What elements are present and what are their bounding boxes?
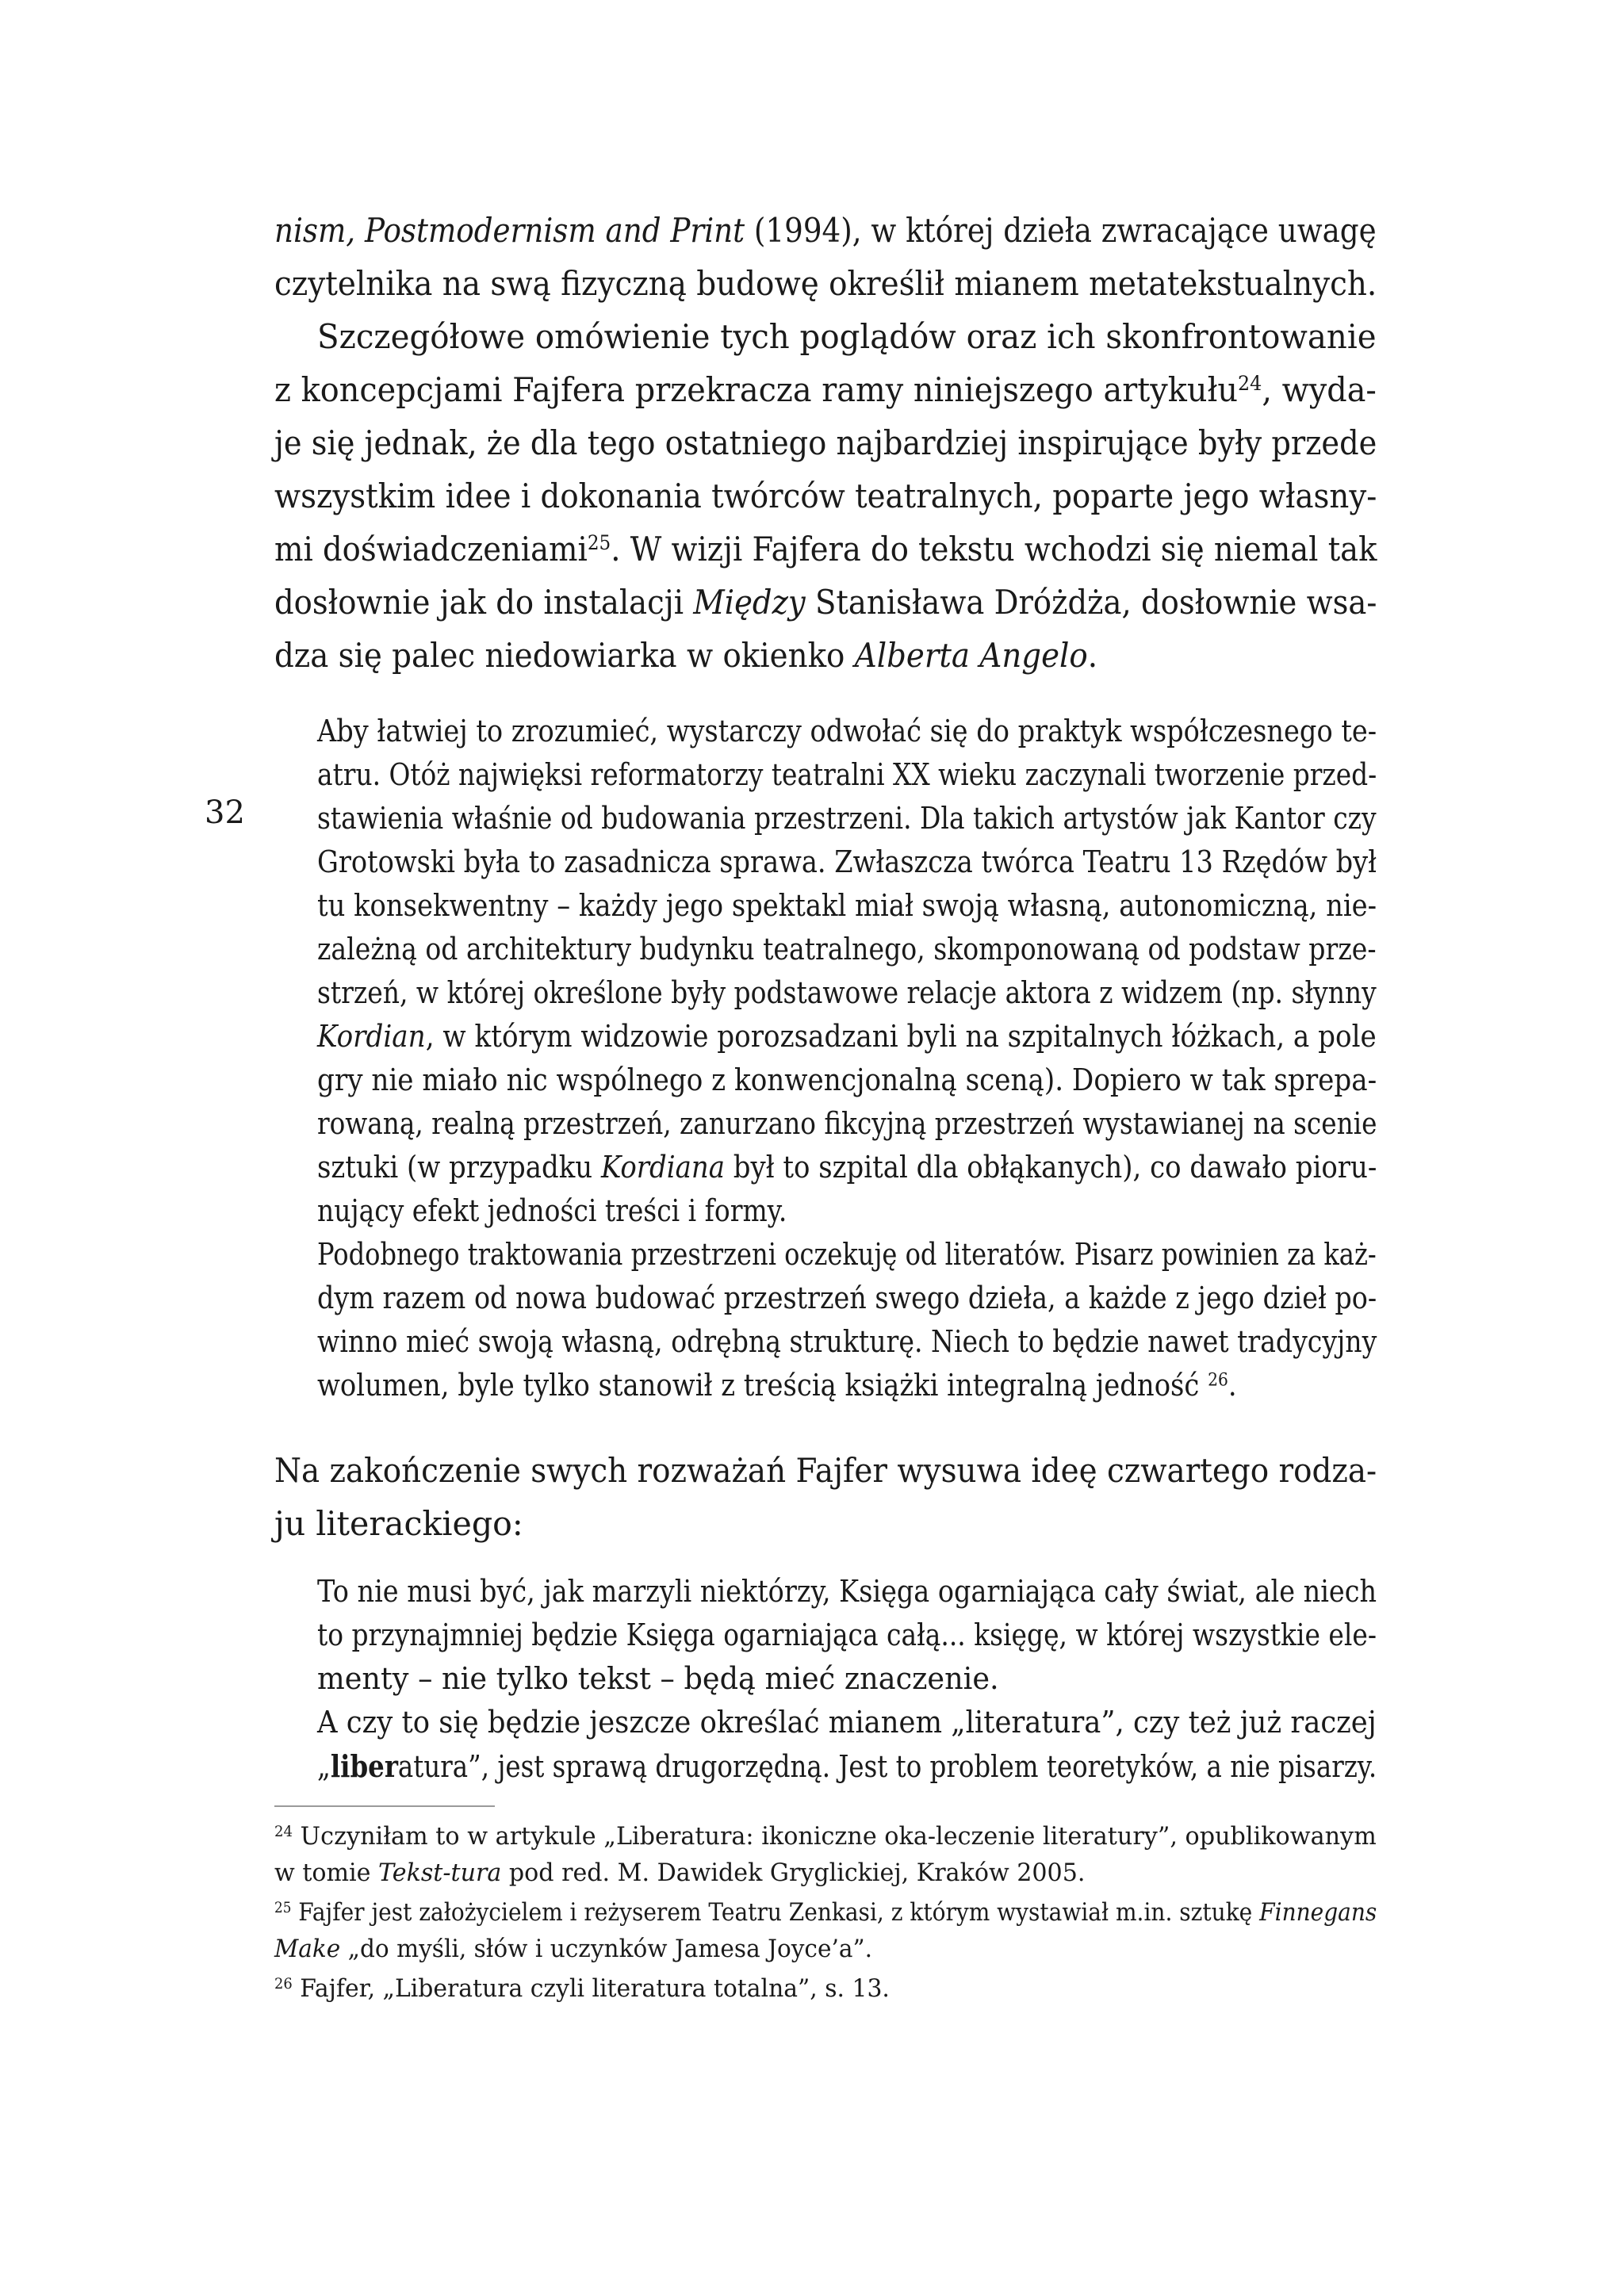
body-text-line: dza się palec niedowiarka w okienko Alberta Angelo. [274, 636, 1098, 675]
footnote-ref-26[interactable]: 26 [1208, 1369, 1228, 1391]
quote-text-line: To nie musi być, jak marzyli niektórzy, Księga ogarniająca cały świat, ale niech [317, 1574, 1377, 1609]
inline-italic-title: Tekst-tura [378, 1859, 502, 1887]
quote-text-line: Podobnego traktowania przestrzeni oczekuję od literatów. Pisarz powinien za każ- [317, 1237, 1377, 1272]
footnote-separator [274, 1805, 495, 1807]
quote-text-line: menty – nie tylko tekst – będą mieć znaczenie. [317, 1661, 999, 1696]
quote-text-line: atru. Otóż najwięksi reformatorzy teatralni XX wieku zaczynali tworzenie przed- [317, 757, 1377, 792]
inline-italic-title: Make [274, 1935, 341, 1963]
body-text-line: Na zakończenie swych rozważań Fajfer wysuwa ideę czwartego rodza- [274, 1451, 1377, 1490]
quote-text-line: sztuki (w przypadku Kordiana był to szpital dla obłąkanych), co dawało pioru- [317, 1150, 1377, 1185]
quote-text-line: dym razem od nowa budować przestrzeń swego dzieła, a każde z jego dzieł po- [317, 1281, 1377, 1315]
page-number: 32 [205, 794, 245, 831]
footnote-line: w tomie Tekst-tura pod red. M. Dawidek Gryglickiej, Kraków 2005. [274, 1859, 1086, 1887]
footnote-number: 26 [274, 1975, 293, 1993]
body-text-line: ju literackiego: [274, 1504, 523, 1543]
bold-emphasis: liber [330, 1748, 398, 1784]
quote-text-line: wolumen, byle tylko stanowił z treścią książki integralną jedność $^{26}$. [317, 1368, 1237, 1403]
body-text-line: je się jednak, że dla tego ostatniego najbardziej inspirujące były przede [274, 423, 1377, 462]
footnote-line: $^{24}$ Uczyniłam to w artykule „Liberatura: ikoniczne oka-leczenie literatury”, opublikowanym [274, 1822, 1377, 1851]
footnote-line: $^{26}$ Fajfer, „Liberatura czyli literatura totalna”, s. 13. [274, 1974, 890, 2003]
footnote-ref-25[interactable]: 25 [587, 531, 611, 555]
quote-text-line: Grotowski była to zasadnicza sprawa. Zwłaszcza twórca Teatru 13 Rzędów był [317, 844, 1377, 879]
quote-text-line: winno mieć swoją własną, odrębną strukturę. Niech to będzie nawet tradycyjny [317, 1324, 1377, 1359]
inline-italic-title: Alberta Angelo [854, 636, 1088, 675]
quote-text-line: A czy to się będzie jeszcze określać mianem „literatura”, czy też już raczej [317, 1705, 1377, 1740]
inline-italic-title: Finnegans [1259, 1898, 1377, 1927]
footnote-line: $^{25}$ Fajfer jest założycielem i reżyserem Teatru Zenkasi, z którym wystawiał m.in. sztukę Finnegans [274, 1898, 1377, 1927]
quote-text-line: rowaną, realną przestrzeń, zanurzano fikcyjną przestrzeń wystawianej na scenie [317, 1106, 1377, 1141]
footnote-number: 25 [274, 1899, 292, 1916]
footnote-number: 24 [274, 1823, 293, 1840]
quote-text-line: Aby łatwiej to zrozumieć, wystarczy odwołać się do praktyk współczesnego te- [317, 714, 1377, 748]
quote-text-line: gry nie miało nic wspólnego z konwencjonalną sceną). Dopiero w tak sprepa- [317, 1062, 1377, 1097]
inline-italic-title: Kordian [317, 1019, 426, 1054]
footnote-ref-24[interactable]: 24 [1237, 372, 1262, 396]
quote-text-line: to przynajmniej będzie Księga ogarniająca całą... księgę, w której wszystkie ele- [317, 1617, 1377, 1652]
body-text-line: Szczegółowe omówienie tych poglądów oraz ich skonfrontowanie [317, 317, 1377, 356]
inline-italic-title: nism, Postmodernism and Print [274, 211, 745, 250]
inline-italic-title: Kordiana [600, 1150, 725, 1185]
body-text-line: mi doświadczeniami$^{25}$. W wizji Fajfera do tekstu wchodzi się niemal tak [274, 530, 1377, 568]
quote-text-line: nujący efekt jedności treści i formy. [317, 1193, 787, 1228]
body-text-line: nism, Postmodernism and Print (1994), w której dzieła zwracające uwagę [274, 211, 1377, 250]
footnote-line: Make „do myśli, słów i uczynków Jamesa Joyce’a”. [274, 1935, 872, 1963]
body-text-line: wszystkim idee i dokonania twórców teatralnych, poparte jego własny- [274, 477, 1377, 515]
quote-text-line: stawienia właśnie od budowania przestrzeni. Dla takich artystów jak Kantor czy [317, 801, 1377, 836]
quote-text-line: „liberatura”, jest sprawą drugorzędną. Jest to problem teoretyków, a nie pisarzy. [317, 1748, 1377, 1784]
body-text-line: czytelnika na swą fizyczną budowę określił mianem metatekstualnych. [274, 264, 1377, 303]
inline-italic-title: Między [693, 583, 806, 622]
quote-text-line: zależną od architektury budynku teatralnego, skomponowaną od podstaw prze- [317, 932, 1377, 967]
quote-text-line: Kordian, w którym widzowie porozsadzani byli na szpitalnych łóżkach, a pole [317, 1019, 1377, 1054]
body-text-line: dosłownie jak do instalacji Między Stanisława Dróżdża, dosłownie wsa- [274, 583, 1377, 622]
quote-text-line: strzeń, w której określone były podstawowe relacje aktora z widzem (np. słynny [317, 975, 1377, 1010]
body-text-line: z koncepcjami Fajfera przekracza ramy niniejszego artykułu$^{24}$, wyda- [274, 370, 1377, 409]
quote-text-line: tu konsekwentny – każdy jego spektakl miał swoją własną, autonomiczną, nie- [317, 888, 1377, 923]
